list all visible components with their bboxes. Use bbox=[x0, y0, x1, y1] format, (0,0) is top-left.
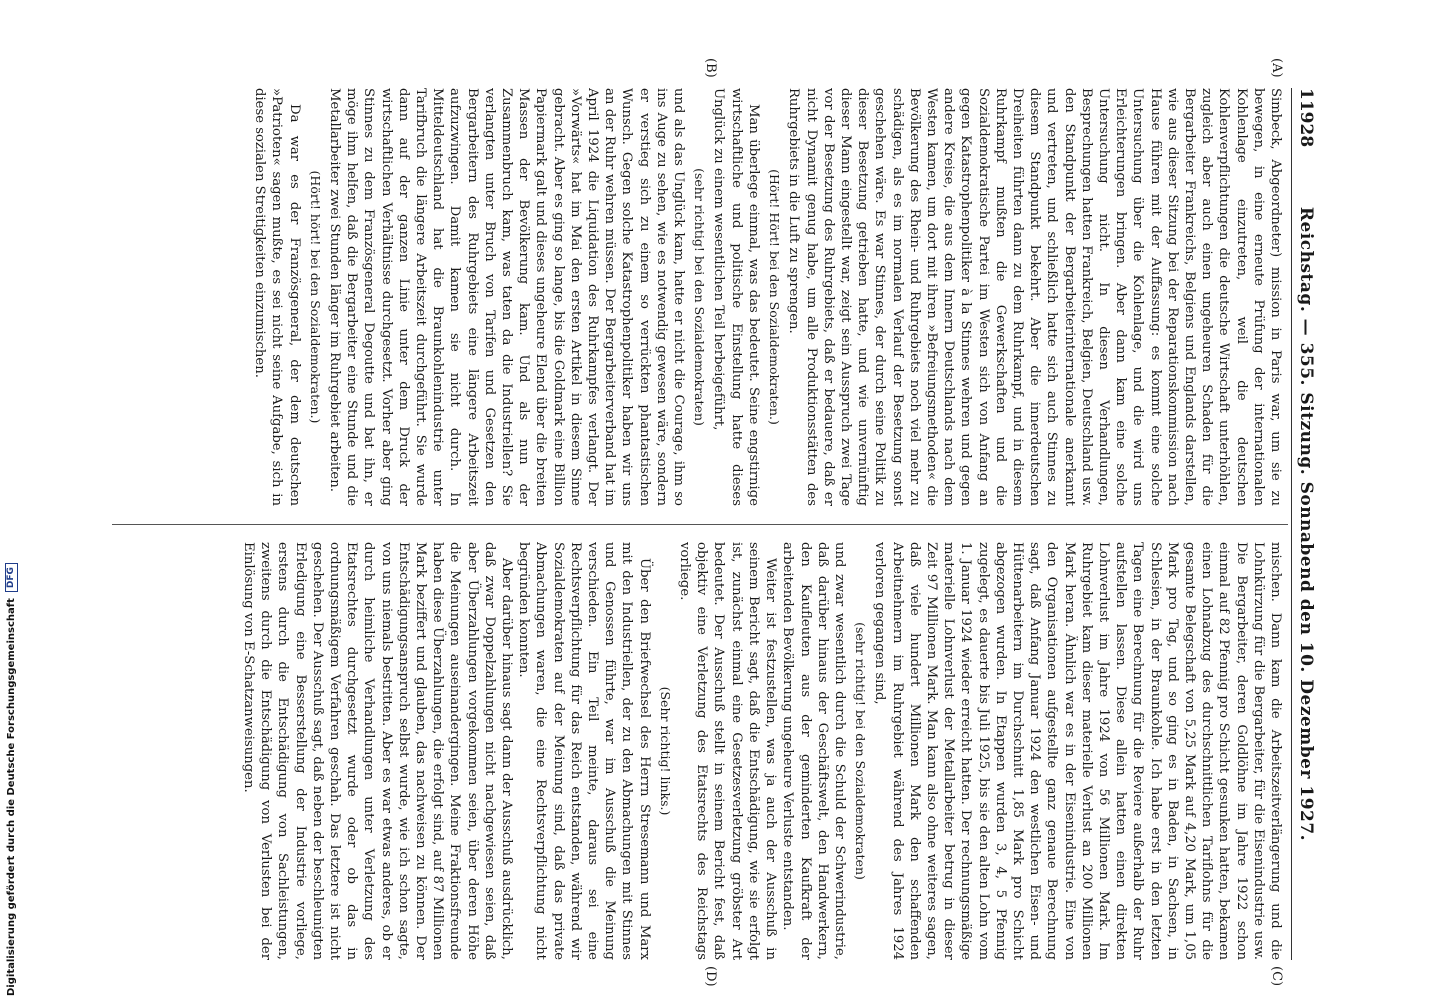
digitization-footer bbox=[4, 567, 18, 996]
page-number: 11928 bbox=[1296, 88, 1316, 148]
paragraph: Simbeck, Abgeordneter) mission in Paris war, um sie zu bewegen, in eine erneute Prüfung der internationalen Kohlenlage einzutreten, weil die deutschen Kohlenverpflichtungen die deutsche Wirtschaft unterhöhlen, zugleich aber auch einen ungeheuren Schaden für die Bergarbeiter Frankreichs, Belgiens und Englands darstellen, wie aus dieser Sitzung bei der Reparationskommission nach Hause führen mit der Auffassung: es kommt eine solche Untersuchung über die Kohlenlage, und die wird uns Erleichterungen bringen. Aber dann kam eine solche Untersuchung nicht. In diesen Verhandlungen, Besprechungen hatten Frankreich, Belgien, Deutschland usw. den Standpunkt der Bergarbeiterinternationale anerkannt und vertreten, und schließlich hatte sich auch Stinnes zu diesem Standpunkt bekehrt. Aber die innerdeutschen Dreiheiten führten dann zu dem Ruhrkampf, und in diesem Ruhrkampf mußten die Gewerkschaften und die Sozialdemokratische Partei im Westen sich von Anfang an gegen Katastrophenpolitiker à la Stinnes wehren und gegen andere Kreise, die aus dem Innern Deutschlands nach dem Westen kamen, um dort mit ihren »Befreiungsmethoden« die Bevölkerung des Rhein- und Ruhrgebiets noch viel mehr zu schädigen, als es im normalen Verlauf der Besetzung sonst geschehen wäre. Es war Stinnes, der durch seine Politik zu dieser Besetzung getrieben hatte, und wie unvernünftig dieser Mann eingestellt war, zeigt sein Ausspruch zwei Tage vor der Besetzung des Ruhrgebiets, daß er bedauere, daß er nicht Dynamit genug habe, um alle Produktionsstätten des Ruhrgebiets in die Luft zu sprengen. bbox=[786, 88, 1283, 506]
interjection: (sehr richtig! bei den Sozialdemokraten) bbox=[853, 622, 869, 880]
margin-marker-a: (A) bbox=[1269, 58, 1284, 78]
running-title: Reichstag. — 355. Sitzung. Sonnabend den 10. Dezember 1927. bbox=[1296, 206, 1316, 842]
margin-marker-c: (C) bbox=[1269, 966, 1284, 987]
interjection: (Sehr richtig! links.) bbox=[657, 686, 673, 816]
page-header bbox=[1291, 88, 1318, 960]
interjection: (sehr richtig! bei den Sozialdemokraten) bbox=[692, 168, 708, 426]
rotated-document-page bbox=[106, 58, 1318, 987]
interjection: (Hört! Hört! bei den Sozialdemokraten.) bbox=[767, 169, 783, 425]
margin-marker-b: (B) bbox=[703, 58, 718, 78]
paragraph: mischen. Dann kam die Arbeitszeitverlängerung und die Lohnkürzung für die Bergarbeiter, für die Eisenindustrie usw. Die Bergarbeiter, deren Goldlöhne im Jahre 1922 schon einmal auf 82 Pfennig pro Schicht gesunken hatten, bekamen einen Lohnabzug des durchschnittlichen Tariflohns für die gesamte Belegschaft von 5,25 Mark auf 4,20 Mark, um 1,05 Mark pro Tag, und so ging es in Baden, in Sachsen, in Schlesien, in der Braunkohle. Ich habe erst in den letzten Tagen eine Berechnung für die Reviere außerhalb der Ruhr aufstellen lassen. Diese allein hatten einen direkten Lohnverlust im Jahre 1924 von 56 Millionen Mark. Im Ruhrgebiet kam dieser materielle Verlust an 200 Millionen Mark heran. Ähnlich war es in der Eisenindustrie. Eine von den Organisationen aufgestellte ganz genaue Berechnung sagt, daß Anfang Januar 1924 den westlichen Eisen- und Hüttenarbeitern im Durchschnitt 1,85 Mark pro Schicht abgezogen wurden. In Etappen wurden 3, 4, 5 Pfennig zugelegt, es dauerte bis Juli 1925, bis sie den alten Lohn vom 1. Januar 1924 wieder erreicht hatten. Der rechnungsmäßige materielle Lohnverlust der Metallarbeiter betrug in dieser Zeit 97 Millionen Mark. Man kann also ohne weiteres sagen, daß viele hundert Millionen Mark den schaffenden Arbeitnehmern im Ruhrgebiet während des Jahres 1924 verloren gegangen sind, bbox=[872, 542, 1283, 960]
interjection: (Hört! hört! bei den Sozialdemokraten.) bbox=[307, 170, 323, 424]
footer-text: Digitalisierung gefördert durch die Deutsche Forschungsgemeinschaft bbox=[5, 598, 17, 996]
paragraph: Aber darüber hinaus sagt dann der Ausschuß ausdrücklich, daß zwar Doppelzahlungen nicht nachgewiesen seien, daß aber Überzahlungen vorgekommen seien, über deren Höhe die Meinungen auseinandergingen. Meine Fraktionsfreunde haben diese Überzahlungen, die erfolgt sind, auf 87 Millionen Mark beziffert und glauben, das nachweisen zu können. Der Entschädigungsanspruch selbst wurde, wie ich schon sagte, von uns niemals bestritten. Aber es war etwas anderes, ob er durch heimliche Verhandlungen unter Verletzung des Etatsrechtes durchgesetzt wurde oder ob das in ordnungsmäßigem Verfahren geschah. Das letztere ist nicht geschehen. Der Ausschuß sagt, daß neben der beschleunigten Erledigung eine Besserstellung der Industrie vorliege, erstens durch die Entschädigung von Sachleistungen, zweitens durch die Entschädigung von Verlusten bei der Einlösung von E-Schatzanweisungen. bbox=[241, 542, 515, 960]
paragraph: und zwar wesentlich durch die Schuld der Schwerindustrie, daß darüber hinaus der Geschäftswelt, den Handwerkern, den Kaufleuten aus der geminderten Kaufkraft der arbeitenden Bevölkerung ungeheure Verluste entstanden. bbox=[780, 542, 847, 960]
left-column bbox=[114, 88, 1284, 506]
margin-marker-d: (D) bbox=[703, 966, 718, 987]
paragraph: Man überlege einmal, was das bedeutet. Seine engstirnige wirtschaftliche und politische Einstellung hatte dieses Unglück zu einem wesentlichen Teil herbeigeführt, bbox=[711, 88, 761, 506]
right-column bbox=[114, 542, 1284, 960]
paragraph: und als das Unglück kam, hatte er nicht die Courage, ihm so ins Auge zu sehen, wie es notwendig gewesen wäre, sondern er verstieg sich zu einem so verrückten phantastischen Wunsch. Gegen solche Katastrophenpolitiker haben wir uns an der Ruhr wehren müssen. Der Bergarbeiterverband hat im April 1924 die Liquidation des Ruhrkampfes verlangt. Der »Vorwärts« hat im Mai den ersten Artikel in diesem Sinne gebracht. Aber es ging so lange, bis die Goldmark eine Billion Papiermark galt und dieses ungeheure Elend über die breiten Massen der Bevölkerung kam. Und als nun der Zusammenbruch kam, was taten da die Industriellen? Sie verlangten unter Bruch von Tarifen und Gesetzen den Bergarbeitern des Ruhrgebiets eine längere Arbeitszeit aufzuzwingen. Damit kamen sie nicht durch. In Mitteldeutschland hat die Braunkohlenindustrie unter Tarifbruch die längere Arbeitszeit durchgeführt. Sie wurde dann auf der ganzen Linie unter dem Druck der wirtschaftlichen Verhältnisse durchgesetzt. Vorher aber ging Stinnes zu dem Französgeneral Degoutte und bat ihn, er möge ihm helfen, daß die Bergarbeiter eine Stunde und die Metallarbeiter zwei Stunden länger im Ruhrgebiet arbeiten. bbox=[327, 88, 687, 506]
paragraph: Weiter ist festzustellen, was ja auch der Ausschuß in seinem Bericht sagt, daß die Entschädigung, wie sie erfolgt ist, zunächst einmal eine Gesetzesverletzung gröbster Art bedeutet. Der Ausschuß stellt in seinem Bericht fest, daß objektiv eine Verletzung des Etatsrechts des Reichstags vorliege. bbox=[677, 542, 779, 960]
dfg-logo: DFG bbox=[5, 563, 18, 592]
column-divider bbox=[112, 524, 1288, 525]
paragraph: Über den Briefwechsel des Herrn Stresemann und Marx mit den Industriellen, der zu den Abmachungen mit Stinnes und Genossen führte, war im Ausschuß die Meinung verschieden. Ein Teil meinte, daraus sei eine Rechtsverpflichtung für das Reich entstanden, während wir Sozialdemokraten auf der Meinung sind, daß das private Abmachungen waren, die eine Rechtsverpflichtung nicht begründen konnten. bbox=[516, 542, 652, 960]
paragraph: Da war es der Französgeneral, der dem deutschen »Patrioten« sagen mußte, es sei nicht seine Aufgabe, sich in diese sozialen Streitigkeiten einzumischen. bbox=[252, 88, 302, 506]
